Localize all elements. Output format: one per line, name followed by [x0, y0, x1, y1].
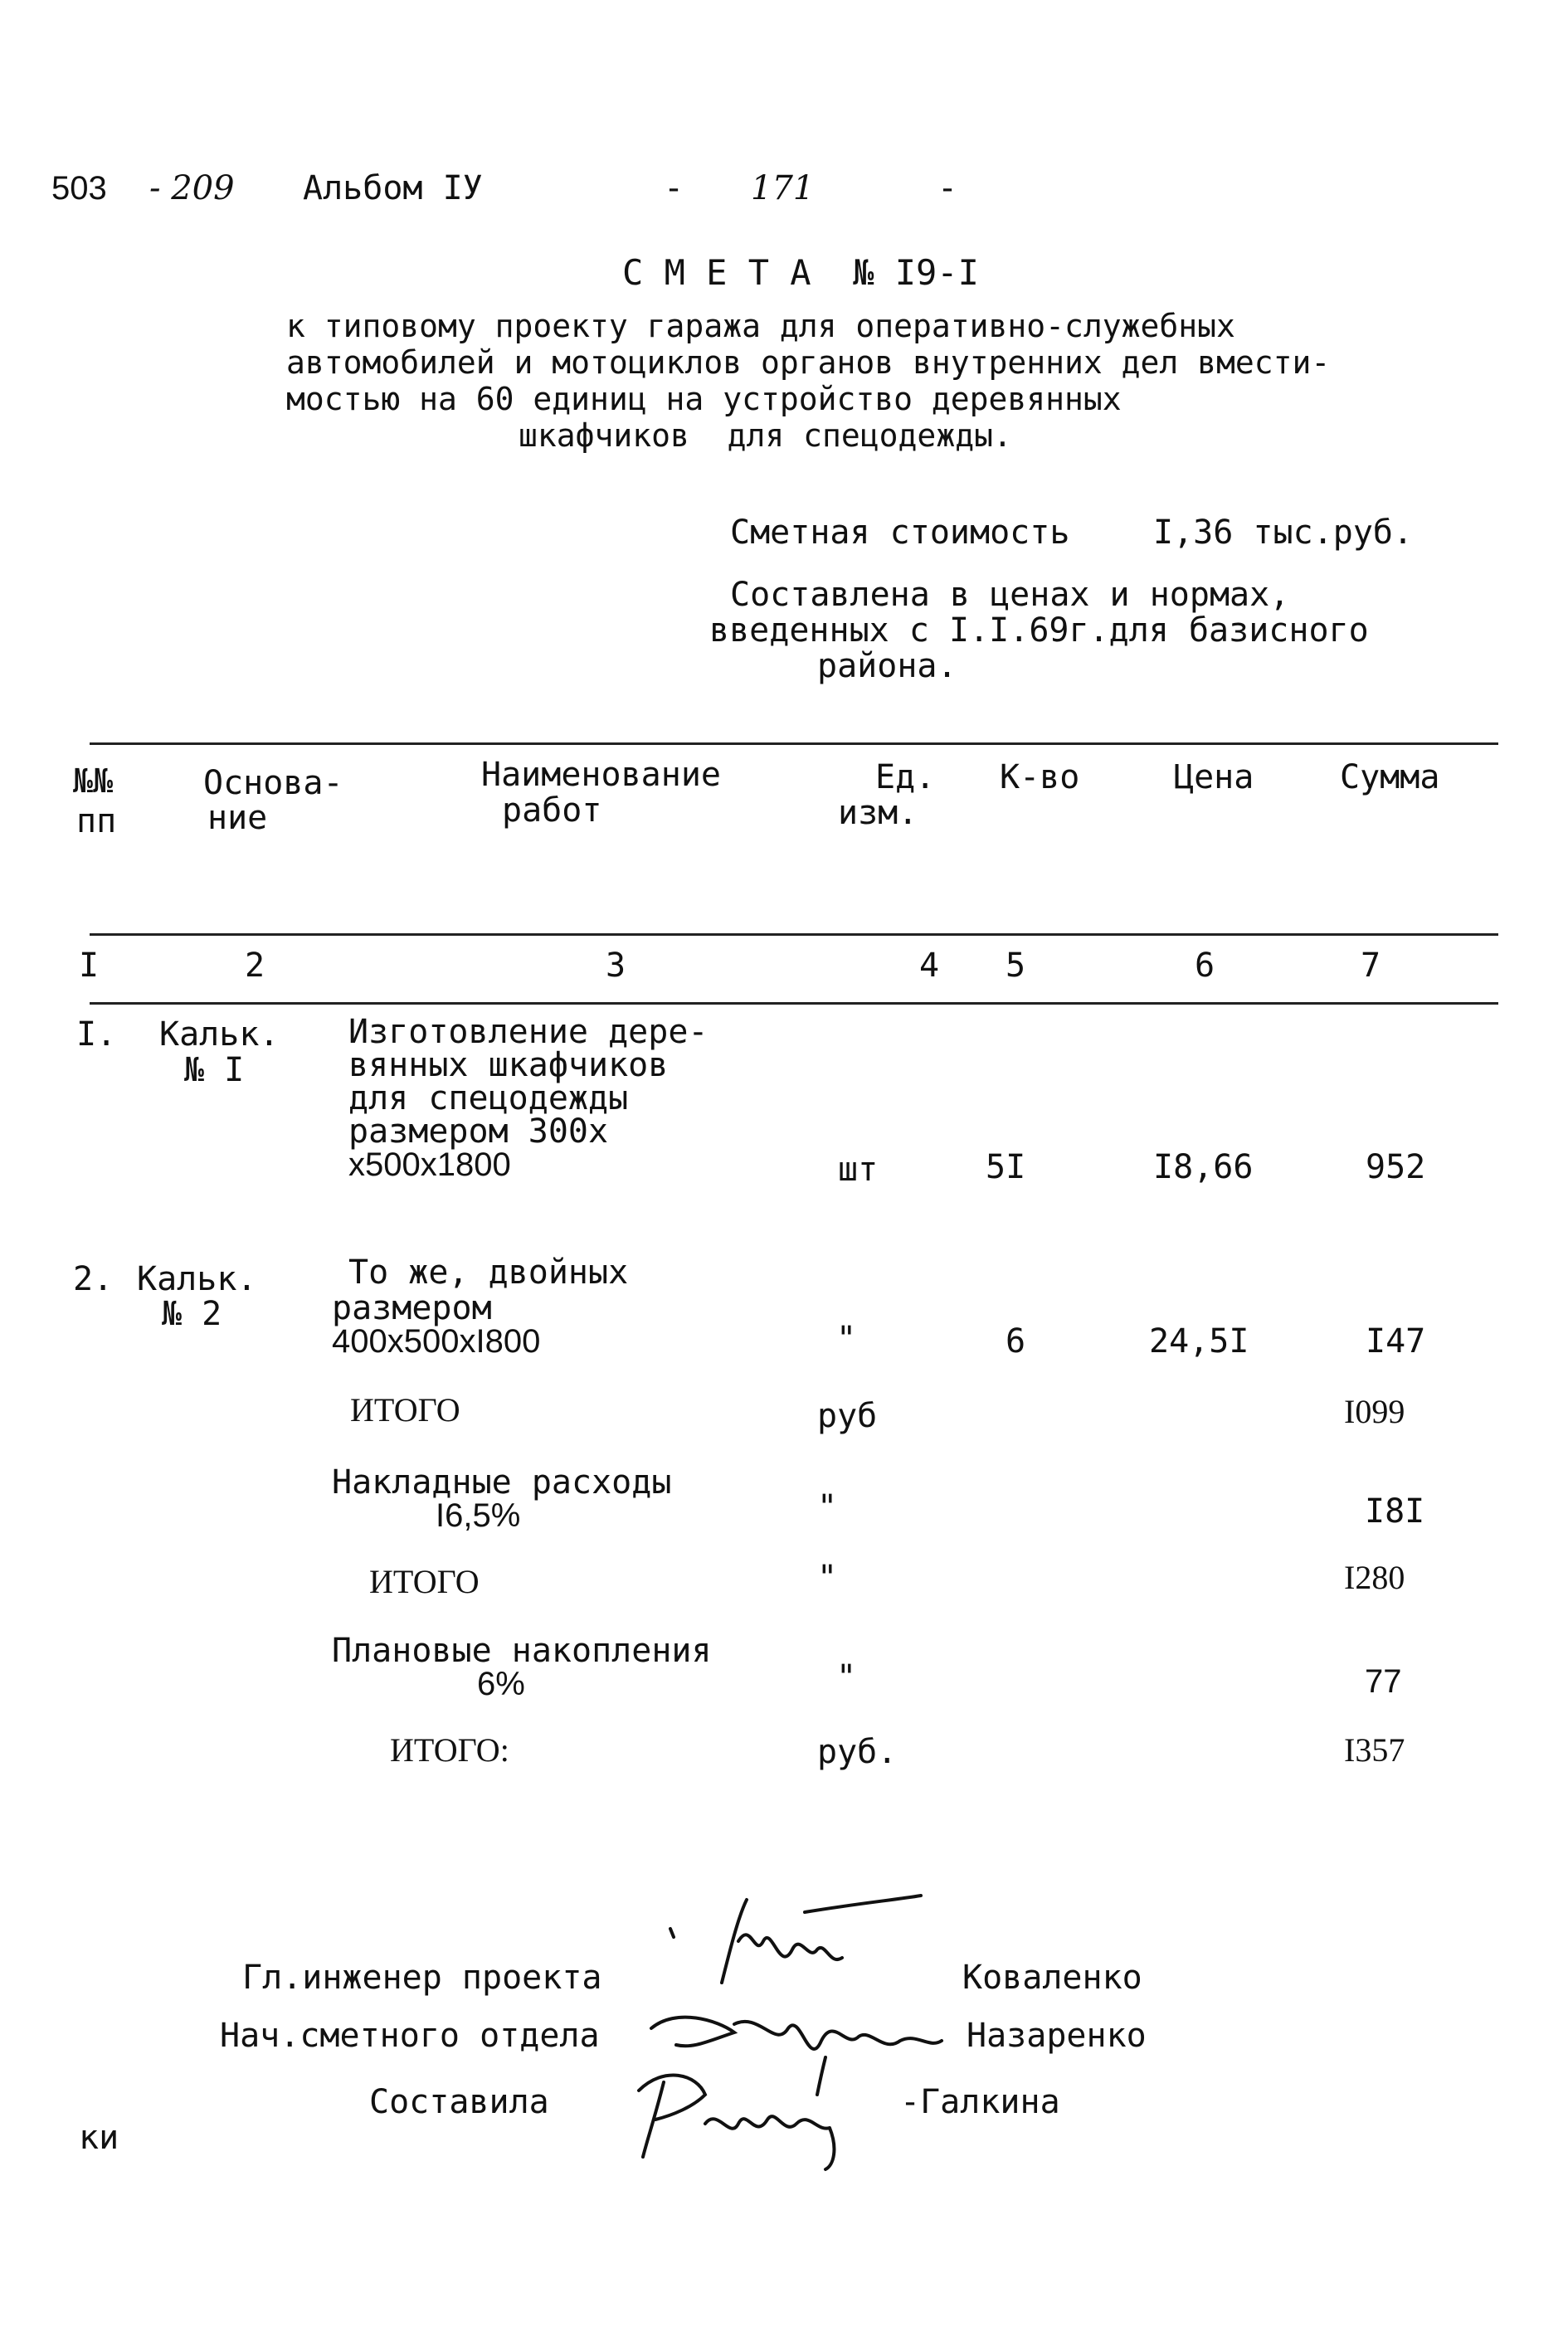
header-price: Цена [1174, 758, 1254, 796]
colnum-2: 2 [245, 947, 265, 985]
header-basis-line1: Основа- [203, 764, 343, 802]
row-qty: 6 [1006, 1322, 1026, 1360]
overhead-unit: " [817, 1488, 838, 1526]
colnum-4: 4 [919, 947, 940, 985]
row-sum: 952 [1366, 1148, 1426, 1186]
page-dash-right: - [937, 169, 958, 207]
title-line-1: к типовому проекту гаража для оперативно-служебных [286, 308, 1235, 344]
row-name-line3: 400х500хI800 [332, 1323, 541, 1360]
handwritten-signature-compiler [622, 2057, 904, 2173]
title-line-3: мостью на 60 единиц на устройство деревянных [286, 381, 1122, 417]
header-sum: Сумма [1340, 758, 1440, 796]
cost-value: I,36 тыс.руб. [1153, 514, 1414, 552]
colnum-bottom-rule [90, 1002, 1498, 1005]
planned-savings-sum: 77 [1365, 1663, 1402, 1700]
colnum-7: 7 [1361, 947, 1381, 985]
row-name-line1: То же, двойных [348, 1253, 629, 1292]
row-basis-line1: Кальк. [137, 1260, 257, 1298]
signature-role-estimate-dept: Нач.сметного отдела [220, 2017, 600, 2055]
signature-role-compiler: Составила [369, 2083, 549, 2121]
signature-role-chief-engineer: Гл.инженер проекта [242, 1959, 602, 1997]
header-name-line2: работ [502, 791, 602, 830]
row-unit: " [836, 1320, 857, 1358]
colnum-3: 3 [606, 947, 626, 985]
header-bottom-rule [90, 933, 1498, 936]
grand-total-unit: руб. [817, 1733, 898, 1771]
planned-savings-rate: 6% [477, 1666, 525, 1702]
row-number: I. [76, 1015, 117, 1054]
header-unit-line1: Ед. [875, 758, 936, 796]
row-name-line1: Изготовление дере- [348, 1013, 709, 1051]
colnum-5: 5 [1006, 947, 1026, 985]
signature-name-chief-engineer: Коваленко [962, 1959, 1142, 1997]
page-dash-left: - [664, 169, 684, 207]
overhead-sum: I8I [1365, 1492, 1425, 1531]
cost-label: Сметная стоимость [730, 514, 1070, 552]
total-unit: руб [817, 1397, 878, 1435]
row-name-line5: х500х1800 [348, 1146, 511, 1183]
row-price: 24,5I [1149, 1322, 1249, 1360]
grand-total-sum: I357 [1344, 1731, 1405, 1769]
row-basis-line2: № 2 [162, 1295, 222, 1333]
table-top-rule [90, 742, 1498, 745]
basis-line-1: Составлена в ценах и нормах, [730, 576, 1290, 614]
title-line-4: шкафчиков для спецодежды. [519, 417, 1012, 454]
planned-savings-unit: " [836, 1658, 857, 1696]
handwritten-signature-chief-engineer [655, 1883, 929, 2008]
doc-series: - 209 [149, 169, 235, 207]
header-name-line1: Наименование [481, 756, 721, 794]
basis-line-3: района. [817, 647, 957, 685]
row-sum: I47 [1366, 1322, 1426, 1360]
total-label: ИТОГО [350, 1391, 460, 1429]
header-qty: К-во [1000, 758, 1080, 796]
title-line-2: автомобилей и мотоциклов органов внутренних дел вмести- [286, 344, 1331, 381]
doc-number: 503 [51, 170, 107, 207]
row-name-line3: для спецодежды [348, 1079, 629, 1117]
header-num-line2: пп [76, 802, 117, 840]
colnum-1: I [79, 947, 100, 985]
estimate-heading: С М Е Т А № I9-I [622, 252, 979, 293]
row-name-line2: размером [332, 1289, 492, 1327]
row-basis-line2: № I [184, 1051, 245, 1089]
subtotal-sum: I280 [1344, 1559, 1405, 1596]
footer-mark: ки [79, 2119, 119, 2157]
row-qty: 5I [986, 1148, 1026, 1186]
row-unit: шт [838, 1151, 879, 1189]
grand-total-label: ИТОГО: [390, 1731, 509, 1769]
signature-name-estimate-dept: Назаренко [967, 2017, 1147, 2055]
header-unit-line2: изм. [838, 794, 918, 832]
row-name-line2: вянных шкафчиков [348, 1046, 669, 1084]
page-number: 171 [751, 169, 815, 207]
subtotal-unit: " [817, 1559, 838, 1597]
header-basis-line2: ние [207, 799, 268, 837]
row-basis-line1: Кальк. [159, 1015, 280, 1054]
signature-name-compiler: -Галкина [900, 2083, 1060, 2121]
header-num-line1: №№ [73, 762, 114, 801]
row-name-line4: размером 300х [348, 1112, 609, 1151]
row-price: I8,66 [1153, 1148, 1254, 1186]
overhead-label: Накладные расходы [332, 1463, 672, 1502]
row-number: 2. [73, 1260, 114, 1298]
total-sum: I099 [1344, 1393, 1405, 1430]
subtotal-label: ИТОГО [369, 1563, 480, 1600]
overhead-rate: I6,5% [436, 1497, 521, 1534]
album-label: Альбом IУ [303, 169, 483, 207]
colnum-6: 6 [1195, 947, 1215, 985]
basis-line-2: введенных с I.I.69г.для базисного [709, 611, 1369, 650]
planned-savings-label: Плановые накопления [332, 1632, 712, 1670]
